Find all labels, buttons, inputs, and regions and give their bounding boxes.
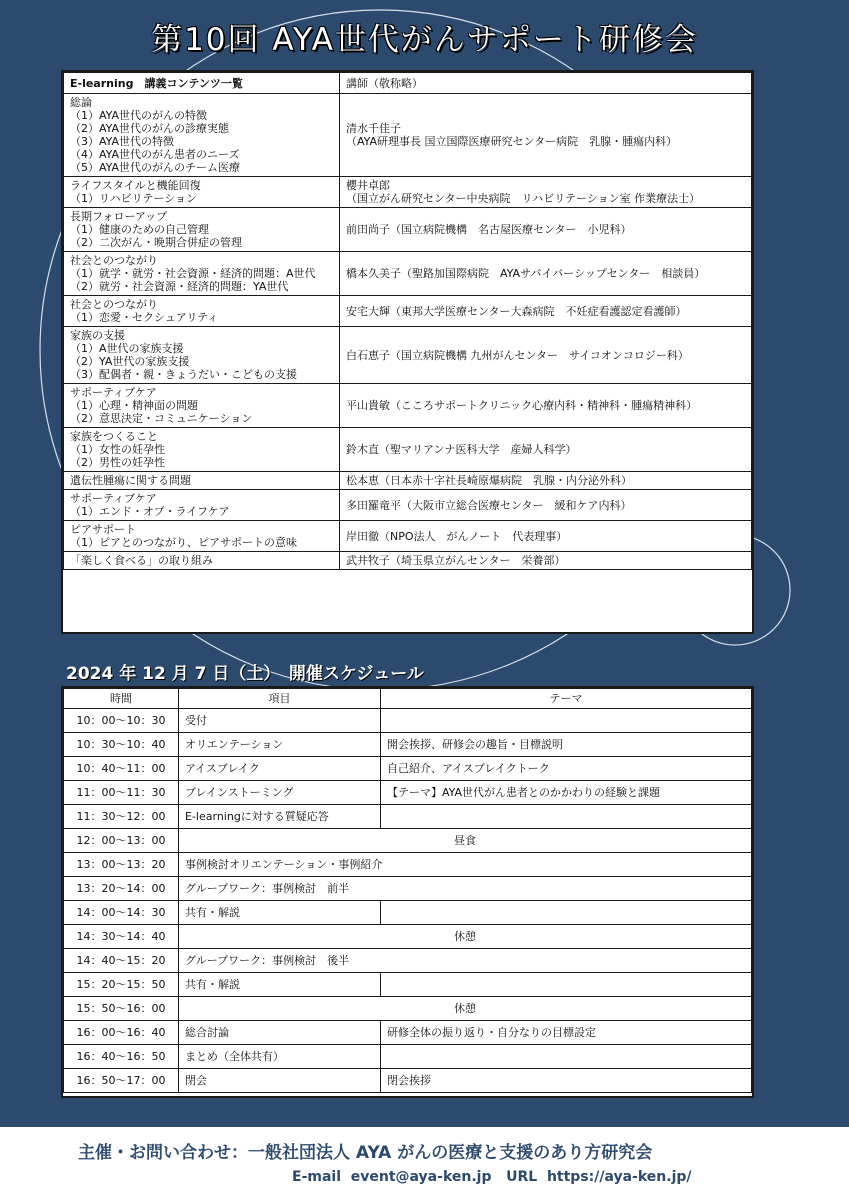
lecturer-name: 清水千佳子 [346,122,401,135]
lecture-topic: 「楽しく食べる」の取り組み [70,554,213,567]
url-link[interactable]: https://aya-ken.jp/ [546,1169,692,1185]
contact-line [292,1169,692,1185]
schedule-time: 13：20〜14：00 [64,877,179,901]
schedule-item: グループワーク：事例検討 前半 [179,877,752,901]
schedule-row [64,973,752,997]
lecture-content-cell [64,252,340,296]
schedule-item: オリエンテーション [179,733,381,757]
schedule-theme: 閉会挨拶 [381,1069,752,1093]
footer [0,1127,849,1200]
lecture-table [63,72,752,570]
schedule-time: 16：40〜16：50 [64,1045,179,1069]
schedule-row [64,781,752,805]
lecture-topic: ライフスタイルと機能回復 [70,179,201,192]
schedule-item: 共有・解説 [179,901,381,925]
schedule-item: ブレインストーミング [179,781,381,805]
schedule-table [63,688,752,1093]
lecture-topic: 社会とのつながり [70,298,158,311]
lecture-row [64,252,752,296]
lecture-row [64,428,752,472]
schedule-item: グループワーク：事例検討 後半 [179,949,752,973]
schedule-time: 16：00〜16：40 [64,1021,179,1045]
schedule-row [64,805,752,829]
lecture-content-cell [64,384,340,428]
email-label: E-mail [292,1169,342,1185]
url-label: URL [506,1169,538,1185]
schedule-row [64,925,752,949]
schedule-header-theme: テーマ [381,689,752,709]
lecturer-cell [340,521,752,552]
lecturer-cell [340,296,752,327]
schedule-theme: 【テーマ】AYA世代がん患者とのかかわりの経験と課題 [381,781,752,805]
lecture-subtopic: （1）就学・就労・社会資源・経済的問題：A世代 [70,267,316,280]
lecture-topic: サポーティブケア [70,386,157,399]
lecture-topic: サポーティブケア [70,492,157,505]
schedule-time: 14：00〜14：30 [64,901,179,925]
schedule-item: 事例検討オリエンテーション・事例紹介 [179,853,752,877]
lecture-topic: 長期フォローアップ [70,210,168,223]
lecture-subtopic: （1）心理・精神面の問題 [70,399,198,412]
lecturer-affiliation: （国立がん研究センター中央病院 リハビリテーション室 作業療法士） [346,192,701,205]
schedule-header-row [64,689,752,709]
lecture-subtopic: （1）AYA世代のがんの特徴 [70,109,208,122]
schedule-row [64,709,752,733]
lecture-subtopic: （1）健康のための自己管理 [70,223,209,236]
schedule-item: 閉会 [179,1069,381,1093]
lecture-subtopic: （3）配偶者・親・きょうだい・こどもの支援 [70,368,297,381]
schedule-break: 昼食 [179,829,752,853]
lecture-row [64,472,752,490]
lecture-subtopic: （1）女性の妊孕性 [70,443,165,456]
lecturer-cell [340,472,752,490]
schedule-row [64,829,752,853]
schedule-row [64,949,752,973]
lecture-table-panel [61,70,754,634]
schedule-item: アイスブレイク [179,757,381,781]
schedule-theme: 開会挨拶、研修会の趣旨・目標説明 [381,733,752,757]
lecture-subtopic: （3）AYA世代の特徴 [70,135,175,148]
schedule-title: 2024 年 12 月 7 日（土） 開催スケジュール [66,664,424,684]
schedule-header-item: 項目 [179,689,381,709]
lecture-subtopic: （2）就労・社会資源・経済的問題：YA世代 [70,280,289,293]
schedule-time: 10：40〜11：00 [64,757,179,781]
lecturer-header: 講師（敬称略） [340,73,752,94]
schedule-theme [381,709,752,733]
lecture-subtopic: （1）恋愛・セクシュアリティ [70,311,219,324]
lecture-row [64,94,752,177]
lecture-subtopic: （1）リハビリテーション [70,192,198,205]
lecture-content-cell [64,472,340,490]
schedule-row [64,1021,752,1045]
lecture-row [64,384,752,428]
email-link[interactable]: event@aya-ken.jp [350,1169,492,1185]
schedule-time: 15：20〜15：50 [64,973,179,997]
lecture-subtopic: （5）AYA世代のがんのチーム医療 [70,161,241,174]
lecturer-name: 前田尚子（国立病院機構 名古屋医療センター 小児科） [346,223,632,236]
lecture-topic: 総論 [70,96,92,109]
schedule-item: 受付 [179,709,381,733]
lecturer-cell [340,94,752,177]
lecturer-name: 櫻井卓郎 [346,179,390,192]
schedule-time: 11：30〜12：00 [64,805,179,829]
lecture-row [64,177,752,208]
schedule-item: まとめ（全体共有） [179,1045,381,1069]
lecturer-name: 岸田徹（NPO法人 がんノート 代表理事） [346,529,568,543]
lecture-row [64,552,752,570]
lecture-header-row [64,73,752,94]
lecture-content-cell [64,428,340,472]
lecture-row [64,208,752,252]
schedule-header-time: 時間 [64,689,179,709]
schedule-row [64,733,752,757]
schedule-time: 10：00〜10：30 [64,709,179,733]
schedule-break: 休憩 [179,997,752,1021]
schedule-break: 休憩 [179,925,752,949]
lecture-row [64,521,752,552]
lecture-content-cell [64,94,340,177]
page-title: 第10回 AYA世代がんサポート研修会 [151,22,698,58]
schedule-time: 12：00〜13：00 [64,829,179,853]
lecture-content-cell [64,177,340,208]
schedule-item: 共有・解説 [179,973,381,997]
schedule-theme [381,805,752,829]
schedule-item: E-learningに対する質疑応答 [179,805,381,829]
schedule-time: 16：50〜17：00 [64,1069,179,1093]
schedule-row [64,901,752,925]
lecturer-cell [340,252,752,296]
schedule-time: 14：40〜15：20 [64,949,179,973]
schedule-time: 11：00〜11：30 [64,781,179,805]
lecture-subtopic: （1）エンド・オブ・ライフケア [70,505,230,518]
lecturer-name: 鈴木直（聖マリアンナ医科大学 産婦人科学） [346,443,577,456]
lecturer-name: 橋本久美子（聖路加国際病院 AYAサバイバーシップセンター 相談員） [346,267,706,280]
lecture-subtopic: （4）AYA世代のがん患者のニーズ [70,148,240,161]
lecture-topic: 社会とのつながり [70,254,158,267]
lecture-content-cell [64,208,340,252]
lecture-subtopic: （1）ピアとのつながり、ピアサポートの意味 [70,536,297,549]
lecture-subtopic: （2）男性の妊孕性 [70,456,165,469]
lecturer-cell [340,384,752,428]
lecture-subtopic: （2）意思決定・コミュニケーション [70,412,253,425]
lecture-row [64,296,752,327]
schedule-item: 総合討論 [179,1021,381,1045]
lecture-content-cell [64,552,340,570]
schedule-row [64,757,752,781]
schedule-row [64,877,752,901]
lecture-topic: 家族の支援 [70,329,125,342]
schedule-theme [381,973,752,997]
schedule-row [64,1069,752,1093]
lecture-subtopic: （2）二次がん・晩期合併症の管理 [70,236,242,249]
lecture-content-cell [64,296,340,327]
schedule-time: 13：00〜13：20 [64,853,179,877]
lecture-row [64,490,752,521]
lecturer-cell [340,208,752,252]
lecture-content-cell [64,521,340,552]
lecturer-name: 平山貴敏（こころサポートクリニック心療内科・精神科・腫瘍精神科） [346,399,698,412]
schedule-time: 15：50〜16：00 [64,997,179,1021]
lecturer-name: 白石恵子（国立病院機構 九州がんセンター サイコオンコロジー科） [346,348,689,362]
lecturer-cell [340,177,752,208]
schedule-row [64,997,752,1021]
lecture-topic: 遺伝性腫瘍に関する問題 [70,474,191,487]
lecture-topic: 家族をつくること [70,430,158,443]
lecture-content-cell [64,490,340,521]
schedule-time: 14：30〜14：40 [64,925,179,949]
lecturer-name: 武井牧子（埼玉県立がんセンター 栄養部） [346,554,566,567]
schedule-theme [381,901,752,925]
lecture-content-cell [64,327,340,384]
schedule-table-panel [61,686,754,1098]
lecturer-affiliation: （AYA研理事長 国立国際医療研究センター病院 乳腺・腫瘍内科） [346,135,678,148]
lecturer-name: 安宅大輝（東邦大学医療センター大森病院 不妊症看護認定看護師） [346,304,687,318]
lecture-subtopic: （2）AYA世代のがんの診療実態 [70,122,230,135]
organizer-text: 主催・お問い合わせ：一般社団法人 AYA がんの医療と支援のあり方研究会 [78,1143,653,1163]
lecture-subtopic: （2）YA世代の家族支援 [70,355,190,368]
lecturer-name: 多田羅竜平（大阪市立総合医療センター 緩和ケア内科） [346,498,632,512]
lecture-topic: ピアサポート [70,523,136,536]
lecturer-cell [340,327,752,384]
lecturer-cell [340,428,752,472]
lecturer-name: 松本恵（日本赤十字社長崎原爆病院 乳腺・内分泌外科） [346,474,632,487]
lecture-subtopic: （1）A世代の家族支援 [70,342,184,355]
schedule-theme [381,1045,752,1069]
lecturer-cell [340,552,752,570]
lecture-content-header: E-learning 講義コンテンツ一覧 [64,73,340,94]
schedule-theme: 自己紹介、アイスブレイクトーク [381,757,752,781]
schedule-row [64,853,752,877]
lecturer-cell [340,490,752,521]
schedule-theme: 研修全体の振り返り・自分なりの目標設定 [381,1021,752,1045]
schedule-row [64,1045,752,1069]
schedule-time: 10：30〜10：40 [64,733,179,757]
lecture-row [64,327,752,384]
